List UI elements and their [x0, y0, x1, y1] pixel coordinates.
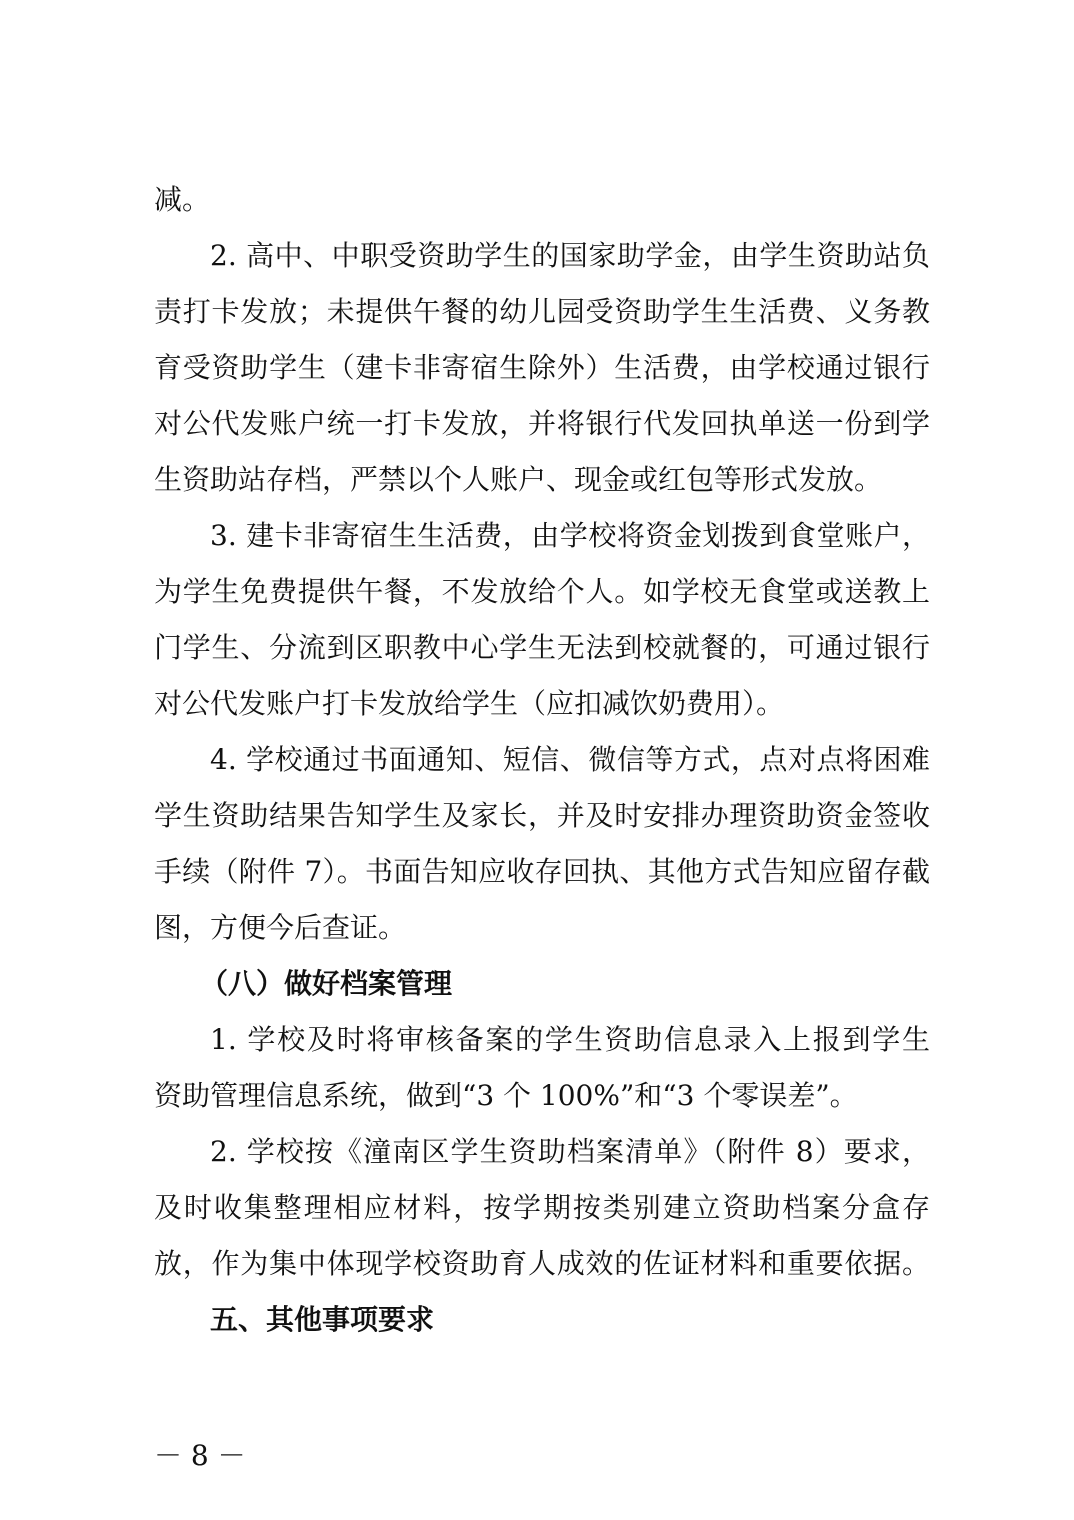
- paragraph-line: 及时收集整理相应材料，按学期按类别建立资助档案分盒存: [154, 1191, 930, 1224]
- paragraph-line: 4. 学校通过书面通知、短信、微信等方式，点对点将困难: [210, 743, 930, 776]
- paragraph-line: 放，作为集中体现学校资助育人成效的佐证材料和重要依据。: [154, 1247, 930, 1280]
- paragraph-line: 手续（附件 7）。书面告知应收存回执、其他方式告知应留存截: [154, 855, 930, 888]
- paragraph-line: 资助管理信息系统，做到“3 个 100%”和“3 个零误差”。: [154, 1079, 858, 1112]
- paragraph-line: 学生资助结果告知学生及家长，并及时安排办理资助资金签收: [154, 799, 930, 832]
- paragraph-line: 育受资助学生（建卡非寄宿生除外）生活费，由学校通过银行: [154, 351, 930, 384]
- paragraph-line: 2. 学校按《潼南区学生资助档案清单》（附件 8）要求，: [210, 1135, 930, 1168]
- paragraph-line: 生资助站存档，严禁以个人账户、现金或红包等形式发放。: [154, 463, 883, 496]
- paragraph-line: 对公代发账户统一打卡发放，并将银行代发回执单送一份到学: [154, 407, 930, 440]
- paragraph-line: 3. 建卡非寄宿生生活费，由学校将资金划拨到食堂账户，: [210, 519, 930, 552]
- section-heading: （八）做好档案管理: [200, 967, 453, 1000]
- paragraph-line: 2. 高中、中职受资助学生的国家助学金，由学生资助站负: [210, 239, 930, 272]
- chapter-heading: 五、其他事项要求: [210, 1303, 435, 1336]
- paragraph-line: 为学生免费提供午餐，不发放给个人。如学校无食堂或送教上: [154, 575, 930, 608]
- page-number: － 8 －: [154, 1439, 246, 1472]
- paragraph-line: 责打卡发放；未提供午餐的幼儿园受资助学生生活费、义务教: [154, 295, 930, 328]
- paragraph-line: 图，方便今后查证。: [154, 911, 407, 944]
- paragraph-line: 对公代发账户打卡发放给学生（应扣减饮奶费用）。: [154, 687, 785, 720]
- paragraph-line: 减。: [154, 183, 211, 216]
- paragraph-line: 1. 学校及时将审核备案的学生资助信息录入上报到学生: [210, 1023, 930, 1056]
- paragraph-line: 门学生、分流到区职教中心学生无法到校就餐的，可通过银行: [154, 631, 930, 664]
